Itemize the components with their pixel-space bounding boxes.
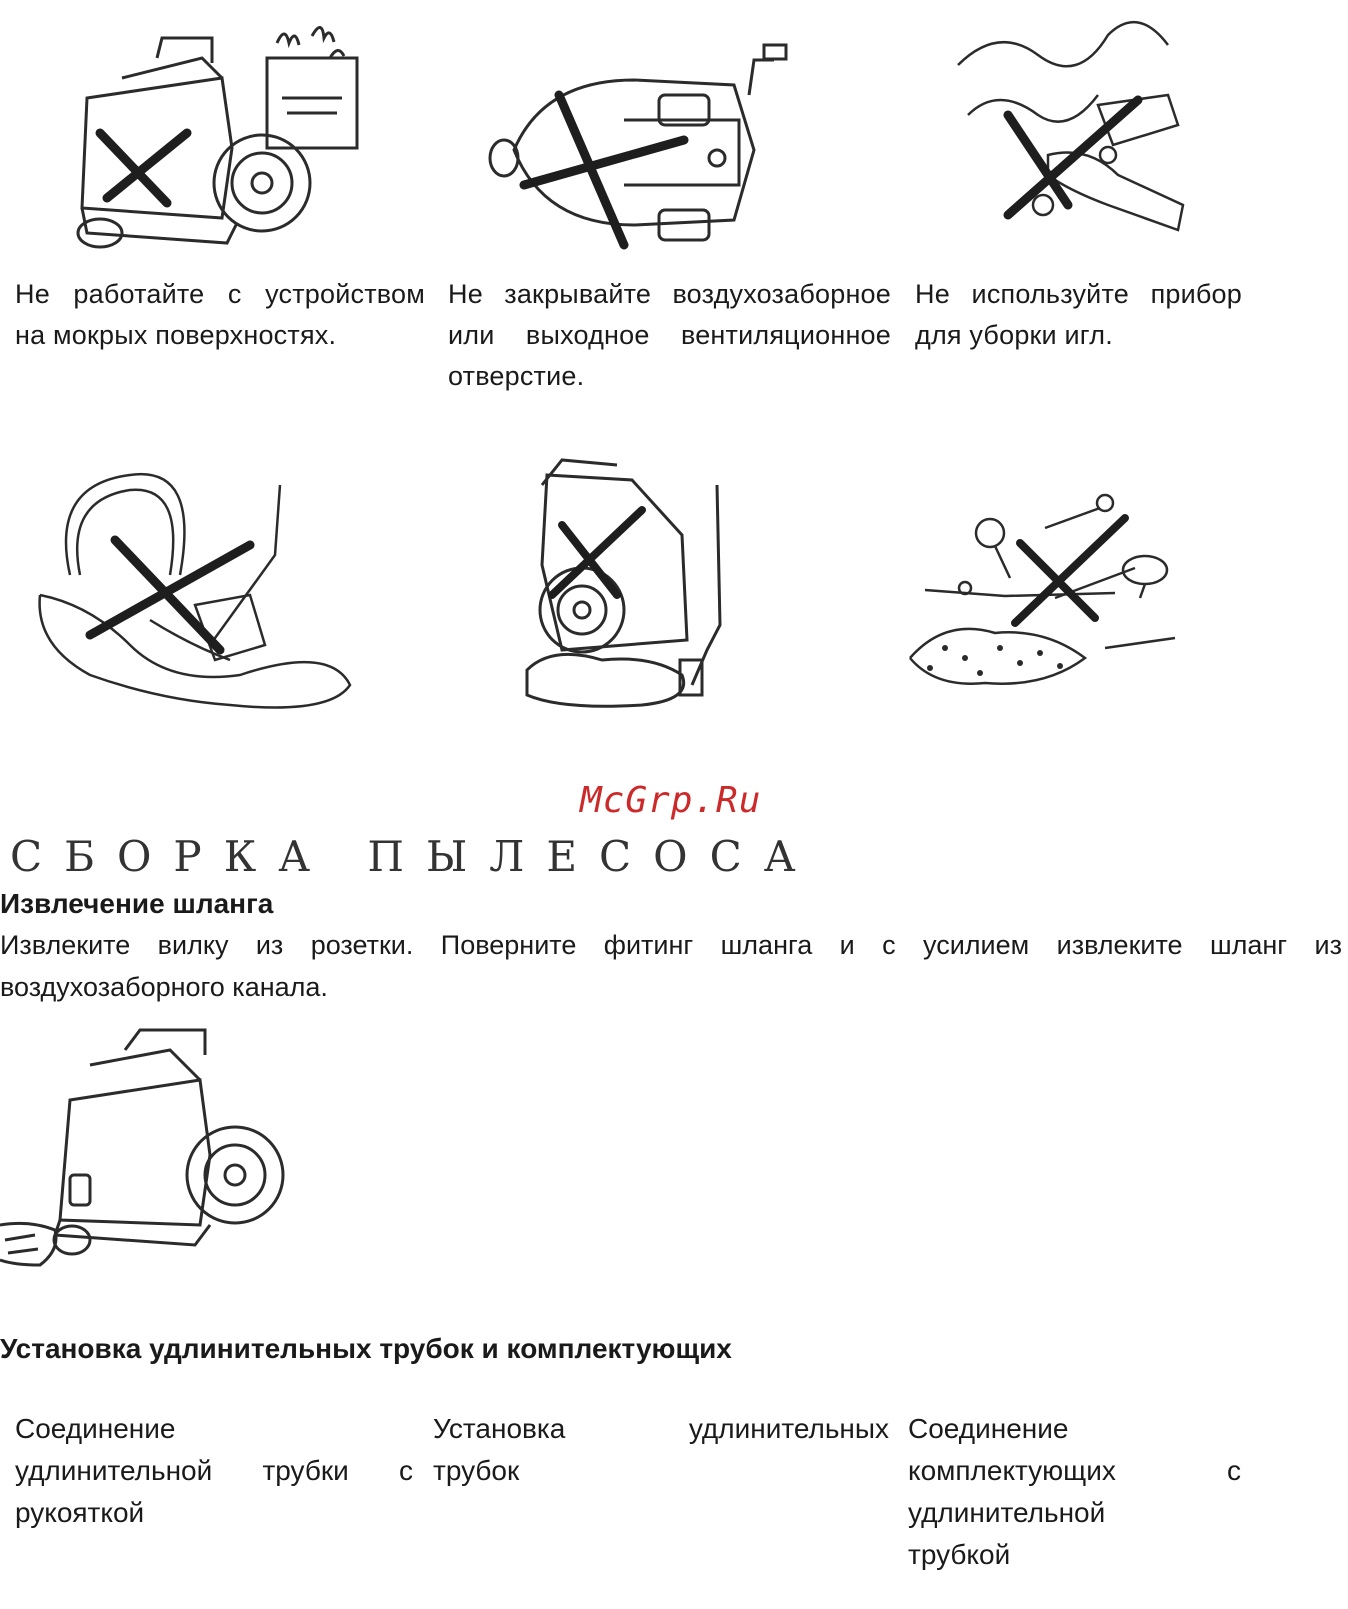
cross-mark-icon <box>552 510 642 595</box>
caption-line: для уборки игл. <box>915 320 1113 350</box>
caption-line: отверстие. <box>448 361 585 391</box>
illustration-needles <box>948 5 1198 245</box>
column-line: рукояткой <box>15 1497 145 1528</box>
column-line: Соединение <box>15 1413 176 1444</box>
caption-line: или выходное вентиляционное <box>448 320 891 350</box>
illustration-vacuum-cloth <box>522 455 732 710</box>
caption-line: Не закрывайте воздухозаборное <box>448 279 891 309</box>
cross-mark-icon <box>100 133 187 203</box>
cross-mark-icon <box>1015 518 1125 623</box>
column-line: Установка удлинительных <box>433 1413 889 1444</box>
cross-mark-icon <box>90 540 250 650</box>
column-line: Соединение <box>908 1413 1069 1444</box>
installation-column-3 <box>908 1408 1241 1576</box>
paragraph-line: воздухозаборного канала. <box>0 972 328 1002</box>
caption-line: на мокрых поверхностях. <box>15 320 337 350</box>
caption-needles <box>915 274 1242 356</box>
installation-column-1 <box>15 1408 413 1534</box>
hose-removal-heading: Извлечение шланга <box>0 888 274 919</box>
caption-vents <box>448 274 891 397</box>
illustration-vacuum-vents <box>484 40 794 265</box>
column-line: удлинительной трубки с <box>15 1455 413 1486</box>
column-line: трубкой <box>908 1539 1011 1570</box>
installation-heading: Установка удлинительных трубок и комплектующих <box>0 1333 732 1364</box>
column-line: трубок <box>433 1455 520 1486</box>
section-title: СБОРКА ПЫЛЕСОСА <box>10 832 818 881</box>
column-line: комплектующих с <box>908 1455 1241 1486</box>
illustration-hose-removal <box>0 1025 290 1270</box>
installation-column-2 <box>433 1408 889 1492</box>
column-line: удлинительной <box>908 1497 1106 1528</box>
caption-line: Не используйте прибор <box>915 279 1242 309</box>
watermark: McGrp.Ru <box>580 780 762 821</box>
caption-line: Не работайте с устройством <box>15 279 425 309</box>
illustration-debris <box>905 488 1185 698</box>
illustration-vacuum-wet-surface <box>62 18 382 263</box>
hose-removal-text <box>0 924 1342 1008</box>
caption-wet-surfaces <box>15 274 425 356</box>
illustration-vacuum-water <box>30 445 360 715</box>
paragraph-line: Извлеките вилку из розетки. Поверните фитинг шланга и с усилием извлеките шланг из <box>0 930 1342 960</box>
